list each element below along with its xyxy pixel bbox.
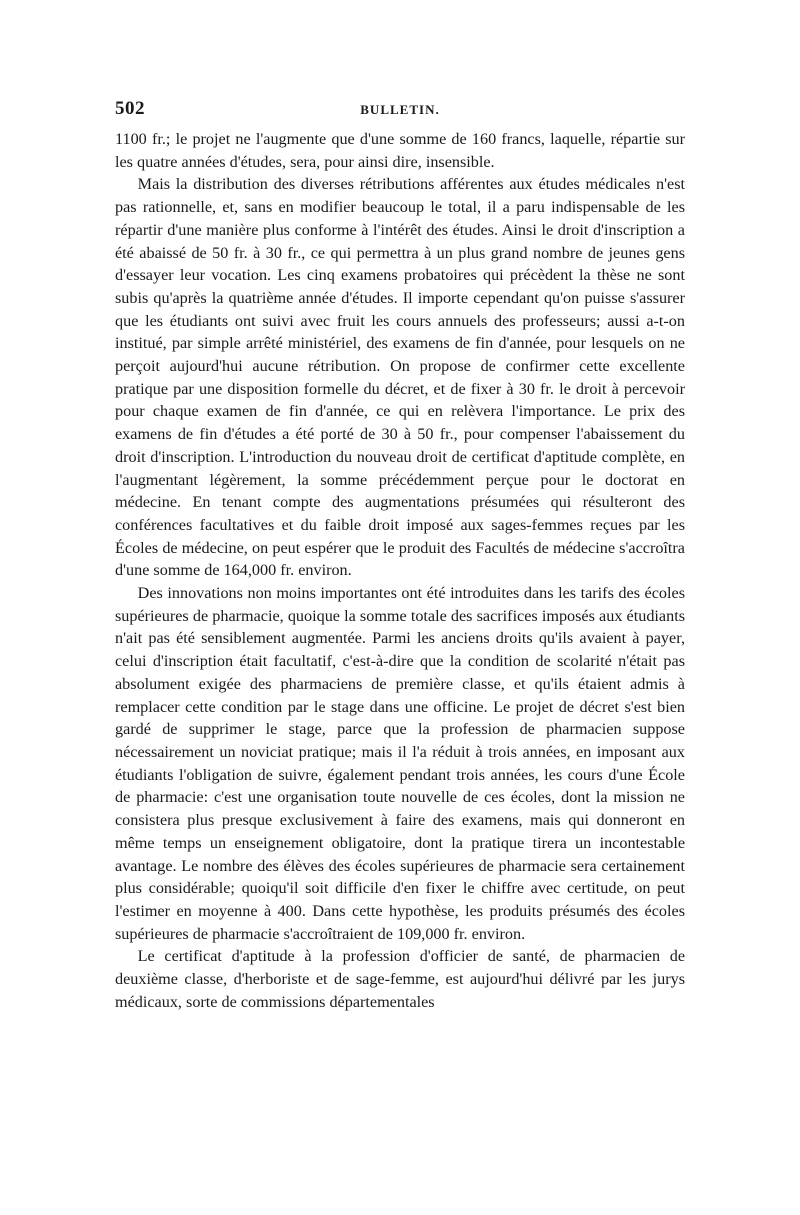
page-number: 502 [115,98,145,119]
paragraph: Le certificat d'aptitude à la profession d'officier de santé, de pharmacien de deuxième classe, d'herboriste et de sage-femme, est aujourd'hui délivré par les jurys médicaux, sorte de commissions départementales [115,947,685,1011]
document-page [115,98,685,1013]
body-text [115,128,685,1013]
running-title: BULLETIN. [360,102,440,117]
paragraph: 1100 fr.; le projet ne l'augmente que d'une somme de 160 francs, laquelle, répartie sur les quatre années d'études, sera, pour ainsi dire, insensible. [115,130,685,171]
paragraph: Des innovations non moins importantes ont été introduites dans les tarifs des écoles supérieures de pharmacie, quoique la somme totale des sacrifices imposés aux étudiants n'ait pas été sensiblement augmentée. Parmi les anciens droits qu'ils avaient à payer, celui d'inscription était facultatif, c'est-à-dire que la condition de scolarité n'était pas absolument exigée des pharmaciens de première classe, et qu'ils étaient admis à remplacer cette condition par le stage dans une officine. Le projet de décret s'est bien gardé de supprimer le stage, parce que la profession de pharmacien suppose nécessairement un noviciat pratique; mais il l'a réduit à trois années, en imposant aux étudiants l'obligation de suivre, également pendant trois années, les cours d'une École de pharmacie: c'est une organisation toute nouvelle de ces écoles, dont la mission ne consistera plus presque exclusivement à faire des examens, mais qui donneront en même temps un enseignement obligatoire, dont la pratique tirera un incontestable avantage. Le nombre des élèves des écoles supérieures de pharmacie sera certainement plus considérable; quoiqu'il soit difficile d'en fixer le chiffre avec certitude, on peut l'estimer en moyenne à 400. Dans cette hypothèse, les produits présumés des écoles supérieures de pharmacie s'accroîtraient de 109,000 fr. environ. [115,584,685,943]
paragraph: Mais la distribution des diverses rétributions afférentes aux études médicales n'est pas rationnelle, et, sans en modifier beaucoup le total, il a paru indispensable de les répartir d'une manière plus conforme à l'intérêt des études. Ainsi le droit d'inscription a été abaissé de 50 fr. à 30 fr., ce qui permettra à un plus grand nombre de jeunes gens d'essayer leur vocation. Les cinq examens probatoires qui précèdent la thèse ne sont subis qu'après la quatrième année d'études. Il importe cependant qu'on puisse s'assurer que les étudiants ont suivi avec fruit les cours annuels des professeurs; aussi a-t-on institué, par simple arrêté ministériel, des examens de fin d'année, pour lesquels on ne perçoit aujourd'hui aucune rétribution. On propose de confirmer cette excellente pratique par une disposition formelle du décret, et de fixer à 30 fr. le droit à percevoir pour chaque examen de fin d'année, ce qui en relèvera l'importance. Le prix des examens de fin d'études a été porté de 30 à 50 fr., pour compenser l'abaissement du droit d'inscription. L'introduction du nouveau droit de certificat d'aptitude complète, en l'augmentant légèrement, la somme précédemment perçue pour le doctorat en médecine. En tenant compte des augmentations présumées qui résulteront des conférences facultatives et du faible droit imposé aux sages-femmes reçues par les Écoles de médecine, on peut espérer que le produit des Facultés de médecine s'accroîtra d'une somme de 164,000 fr. environ. [115,175,685,580]
page-header [115,98,685,128]
